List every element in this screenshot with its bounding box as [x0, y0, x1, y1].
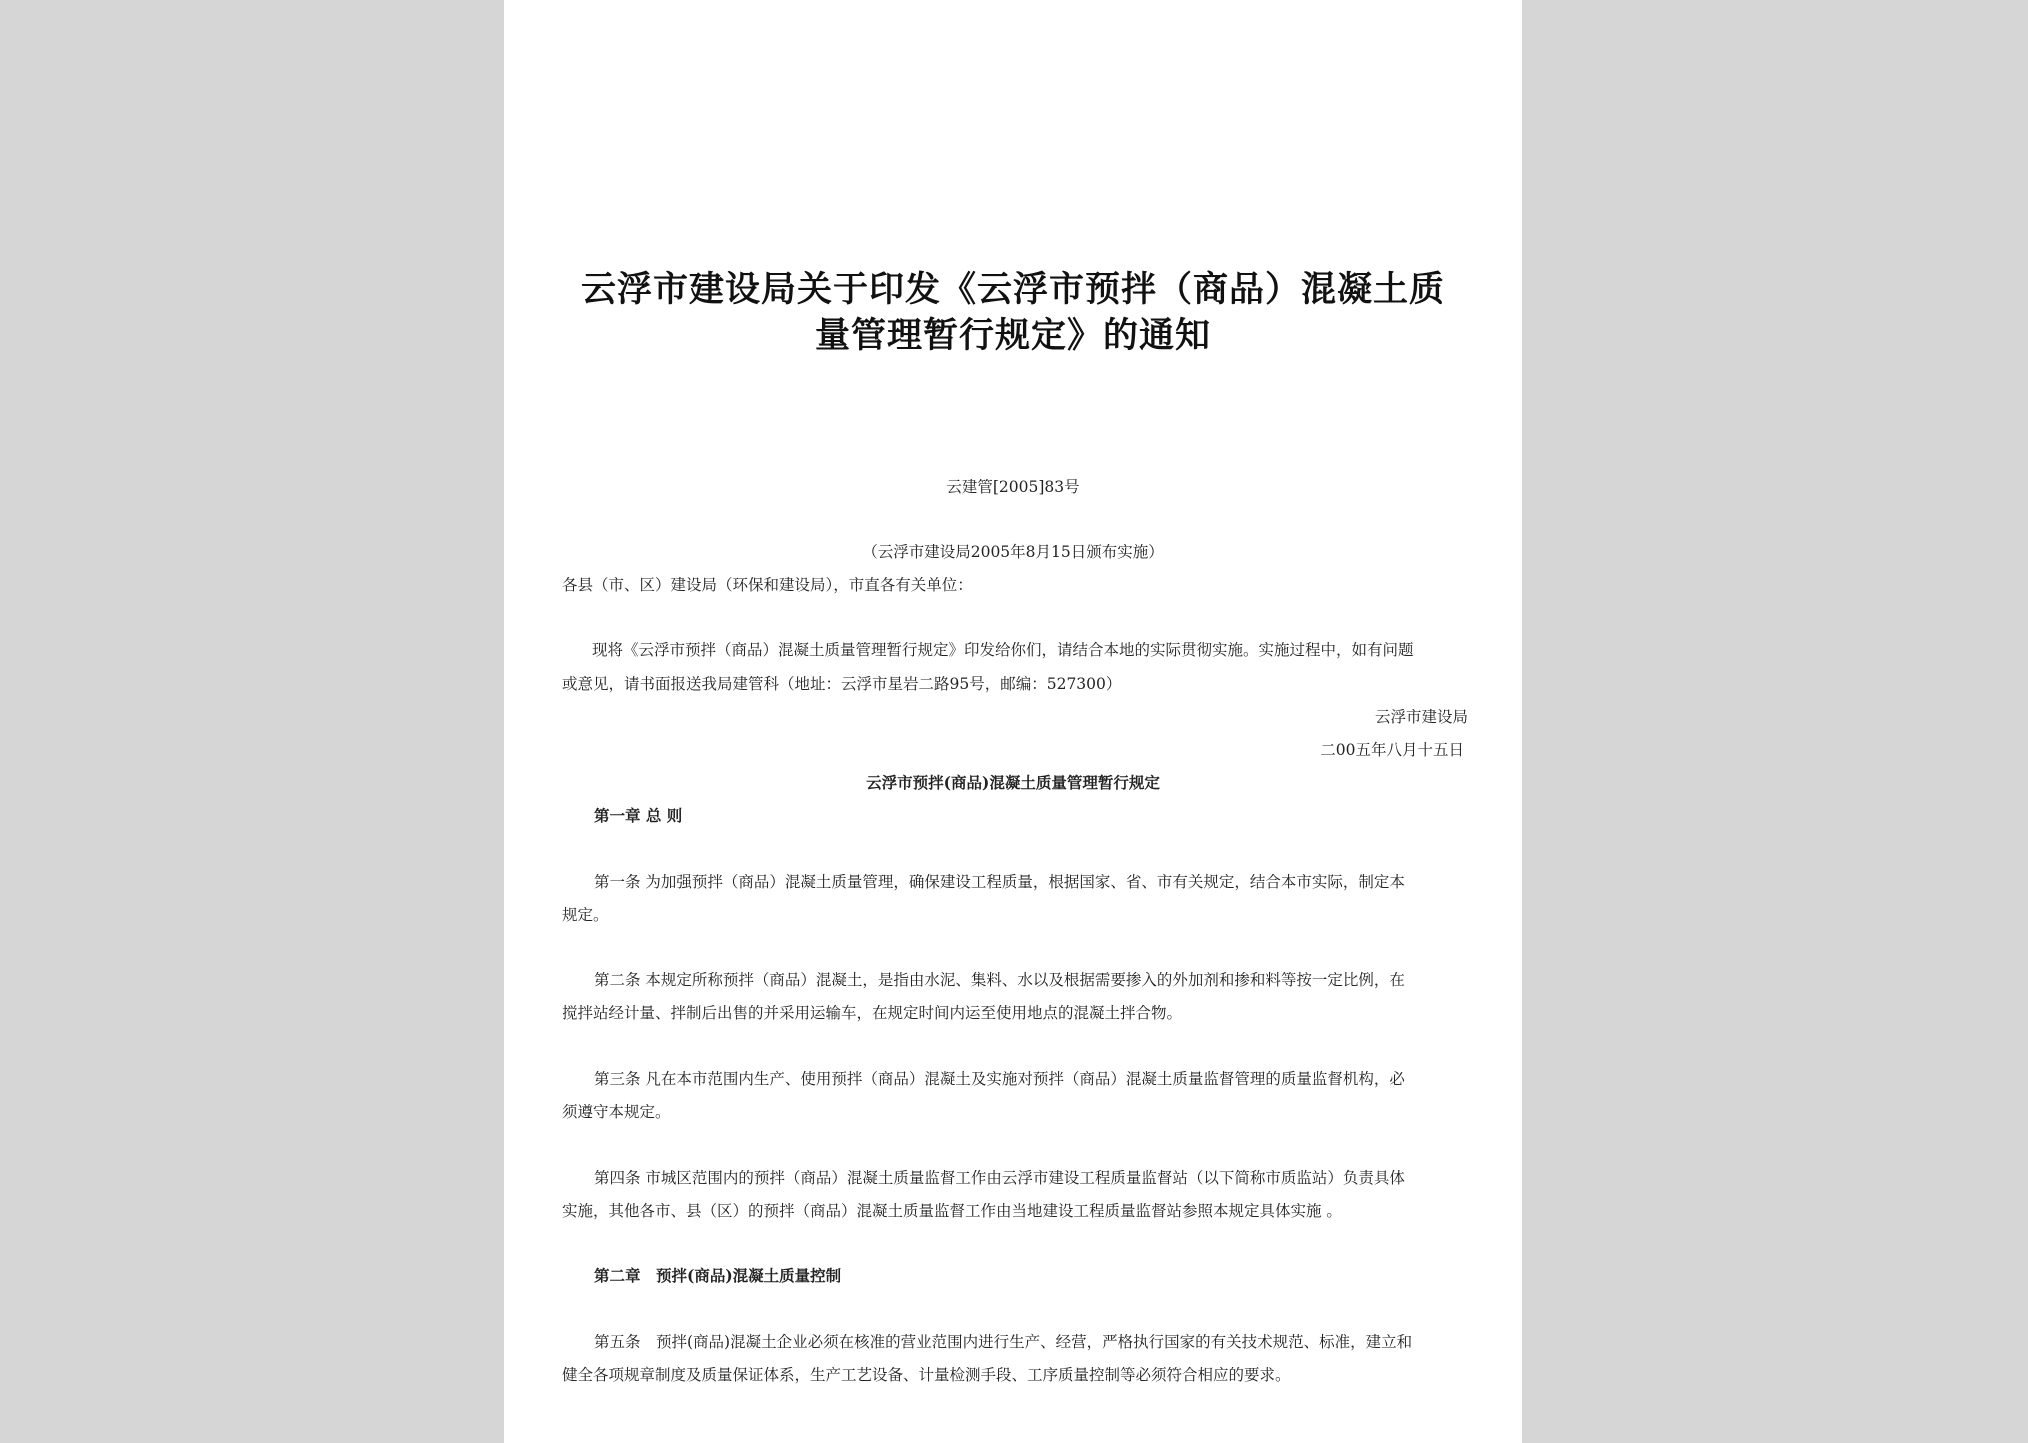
issue-note: （云浮市建设局2005年8月15日颁布实施）: [862, 543, 1164, 561]
document-title-line-1: 云浮市建设局关于印发《云浮市预拌（商品）混凝土质: [580, 269, 1445, 310]
article-2-line-1: 第二条 本规定所称预拌（商品）混凝土，是指由水泥、集料、水以及根据需要掺入的外加剂和掺和料等按一定比例，在: [594, 971, 1405, 989]
chapter-2-title: 第二章 预拌(商品)混凝土质量控制: [594, 1266, 842, 1285]
article-2-line-2: 搅拌站经计量、拌制后出售的并采用运输车，在规定时间内运至使用地点的混凝土拌合物。: [562, 1004, 1183, 1022]
article-5-line-2: 健全各项规章制度及质量保证体系，生产工艺设备、计量检测手段、工序质量控制等必须符合相应的要求。: [562, 1366, 1291, 1384]
document-number: 云建管[2005]83号: [946, 478, 1080, 496]
article-5-line-1: 第五条 预拌(商品)混凝土企业必须在核准的营业范围内进行生产、经营，严格执行国家的有关技术规范、标准，建立和: [594, 1333, 1413, 1351]
article-3-line-2: 须遵守本规定。: [562, 1103, 671, 1121]
intro-paragraph-line-2: 或意见，请书面报送我局建管科（地址：云浮市星岩二路95号，邮编：527300）: [562, 675, 1122, 693]
article-4-line-1: 第四条 市城区范围内的预拌（商品）混凝土质量监督工作由云浮市建设工程质量监督站（以下简称市质监站）负责具体: [594, 1169, 1405, 1187]
regulation-title: 云浮市预拌(商品)混凝土质量管理暂行规定: [866, 773, 1160, 792]
article-1-line-2: 规定。: [562, 906, 609, 924]
addressee: 各县（市、区）建设局（环保和建设局），市直各有关单位：: [562, 576, 973, 594]
document-page: [504, 0, 1522, 1443]
signature-date: 二00五年八月十五日: [1320, 741, 1464, 759]
document-title-line-2: 量管理暂行规定》的通知: [814, 315, 1211, 356]
article-3-line-1: 第三条 凡在本市范围内生产、使用预拌（商品）混凝土及实施对预拌（商品）混凝土质量监督管理的质量监督机构，必: [594, 1070, 1405, 1088]
signature-organization: 云浮市建设局: [1374, 708, 1468, 726]
chapter-1-title: 第一章 总 则: [594, 806, 683, 825]
intro-paragraph-line-1: 现将《云浮市预拌（商品）混凝土质量管理暂行规定》印发给你们，请结合本地的实际贯彻实施。实施过程中，如有问题: [592, 641, 1414, 659]
article-1-line-1: 第一条 为加强预拌（商品）混凝土质量管理，确保建设工程质量，根据国家、省、市有关规定，结合本市实际，制定本: [594, 873, 1405, 891]
article-4-line-2: 实施，其他各市、县（区）的预拌（商品）混凝土质量监督工作由当地建设工程质量监督站参照本规定具体实施 。: [562, 1202, 1342, 1220]
